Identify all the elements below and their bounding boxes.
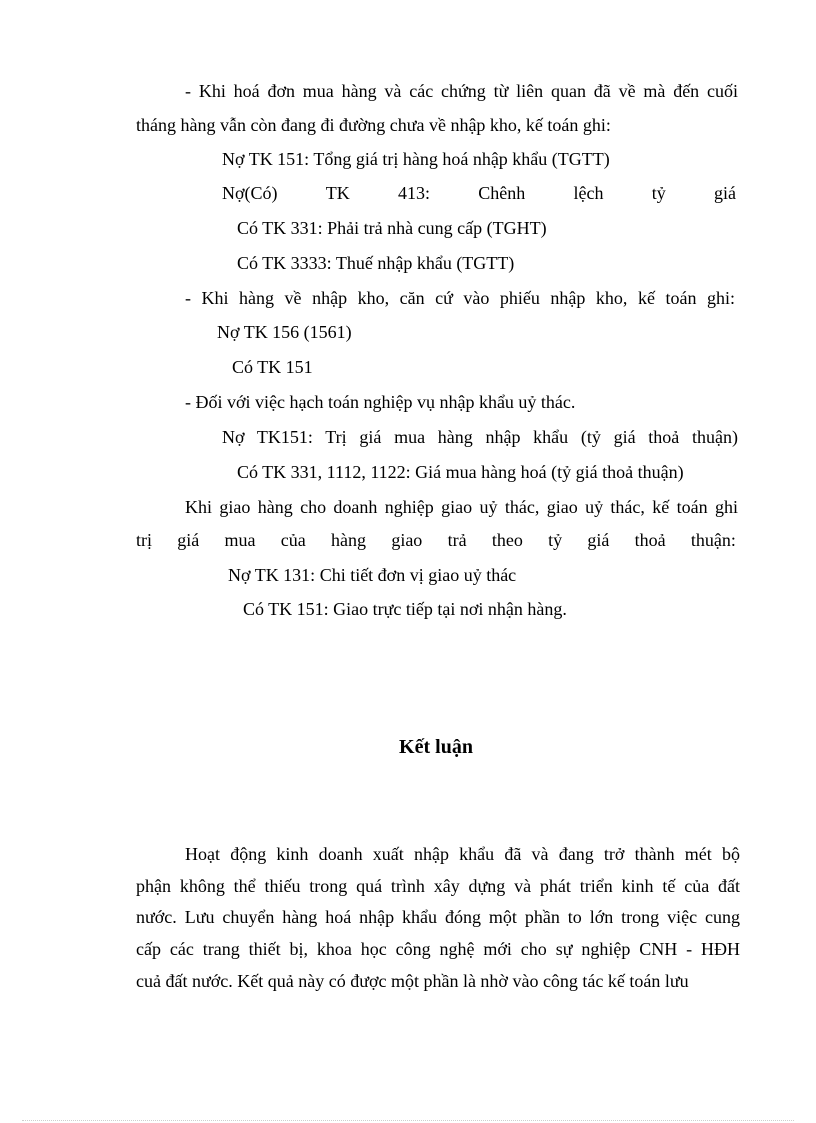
diff-word: giá: [713, 183, 736, 203]
p4-word: mua: [224, 530, 256, 550]
diff-word: TK: [325, 183, 350, 203]
entry-1-credit-3333: Có TK 3333: Thuế nhập khẩu (TGTT): [237, 253, 515, 273]
entry-1-credit-331: Có TK 331: Phải trả nhà cung cấp (TGHT): [237, 218, 547, 238]
conclusion-line-2-text: phận không thể thiếu trong quá trình xây dựng và phát triển kinh tế của đất: [136, 876, 740, 896]
diff-word: lệch: [573, 183, 604, 203]
conclusion-line-1-text: Hoạt động kinh doanh xuất nhập khẩu đã và đang trở thành mét bộ: [185, 844, 740, 864]
diff-word: Nợ(Có): [222, 183, 278, 203]
entry-2-debit: Nợ TK 156 (1561): [217, 322, 352, 342]
p4-word: trị: [136, 530, 152, 550]
e3-debit-text: Nợ TK151: Trị giá mua hàng nhập khẩu (tỷ giá thoả thuận): [222, 427, 738, 447]
page-bottom-rule: [22, 1120, 794, 1121]
entry-4-debit: Nợ TK 131: Chi tiết đơn vị giao uỷ thác: [228, 565, 517, 585]
conclusion-line-2: [136, 874, 740, 898]
p4-word: giá: [587, 530, 610, 550]
p4-word: hàng: [331, 530, 367, 550]
entry-1-exchange-difference: [222, 181, 736, 205]
paragraph-3: - Đối với việc hạch toán nghiệp vụ nhập khẩu uỷ thác.: [185, 392, 576, 412]
entry-3-credit: Có TK 331, 1112, 1122: Giá mua hàng hoá (tỷ giá thoả thuận): [237, 462, 684, 482]
paragraph-2: [185, 286, 735, 310]
conclusion-line-4-text: cấp các trang thiết bị, khoa học công nghệ mới cho sự nghiệp CNH - HĐH: [136, 939, 740, 959]
p4-word: thuận:: [690, 530, 736, 550]
p4-word: trả: [447, 530, 467, 550]
p4-word: thoả: [634, 530, 666, 550]
paragraph-1-line-1: [185, 79, 738, 103]
conclusion-line-5: cuả đất nước. Kết quả này có được một phần là nhờ vào công tác kế toán lưu: [136, 971, 689, 991]
entry-1-debit: Nợ TK 151: Tổng giá trị hàng hoá nhập khẩu (TGTT): [222, 149, 610, 169]
entry-4-credit: Có TK 151: Giao trực tiếp tại nơi nhận hàng.: [243, 599, 567, 619]
conclusion-line-4: [136, 937, 740, 961]
p2-text: - Khi hàng về nhập kho, căn cứ vào phiếu nhập kho, kế toán ghi:: [185, 288, 735, 308]
entry-2-credit: Có TK 151: [232, 357, 313, 377]
p1-line1-text: - Khi hoá đơn mua hàng và các chứng từ liên quan đã về mà đến cuối: [185, 81, 738, 101]
p4-line1-text: Khi giao hàng cho doanh nghiệp giao uỷ thác, giao uỷ thác, kế toán ghi: [185, 497, 738, 517]
p4-word: giao: [391, 530, 423, 550]
conclusion-line-1: [185, 842, 740, 866]
diff-word: Chênh: [478, 183, 526, 203]
diff-word: tỷ: [651, 183, 666, 203]
conclusion-line-3-text: nước. Lưu chuyển hàng hoá nhập khẩu đóng một phần to lớn trong việc cung: [136, 907, 740, 927]
paragraph-4-line-2: [136, 528, 736, 552]
p4-word: giá: [177, 530, 200, 550]
conclusion-line-3: [136, 905, 740, 929]
paragraph-1-line-2: tháng hàng vẫn còn đang đi đường chưa về nhập kho, kế toán ghi:: [136, 115, 611, 135]
p4-word: của: [280, 530, 306, 550]
p4-word: theo: [491, 530, 523, 550]
conclusion-heading: Kết luận: [399, 736, 473, 758]
p4-word: tỷ: [548, 530, 563, 550]
diff-word: 413:: [397, 183, 430, 203]
paragraph-4-line-1: [185, 495, 738, 519]
entry-3-debit: [222, 425, 738, 449]
